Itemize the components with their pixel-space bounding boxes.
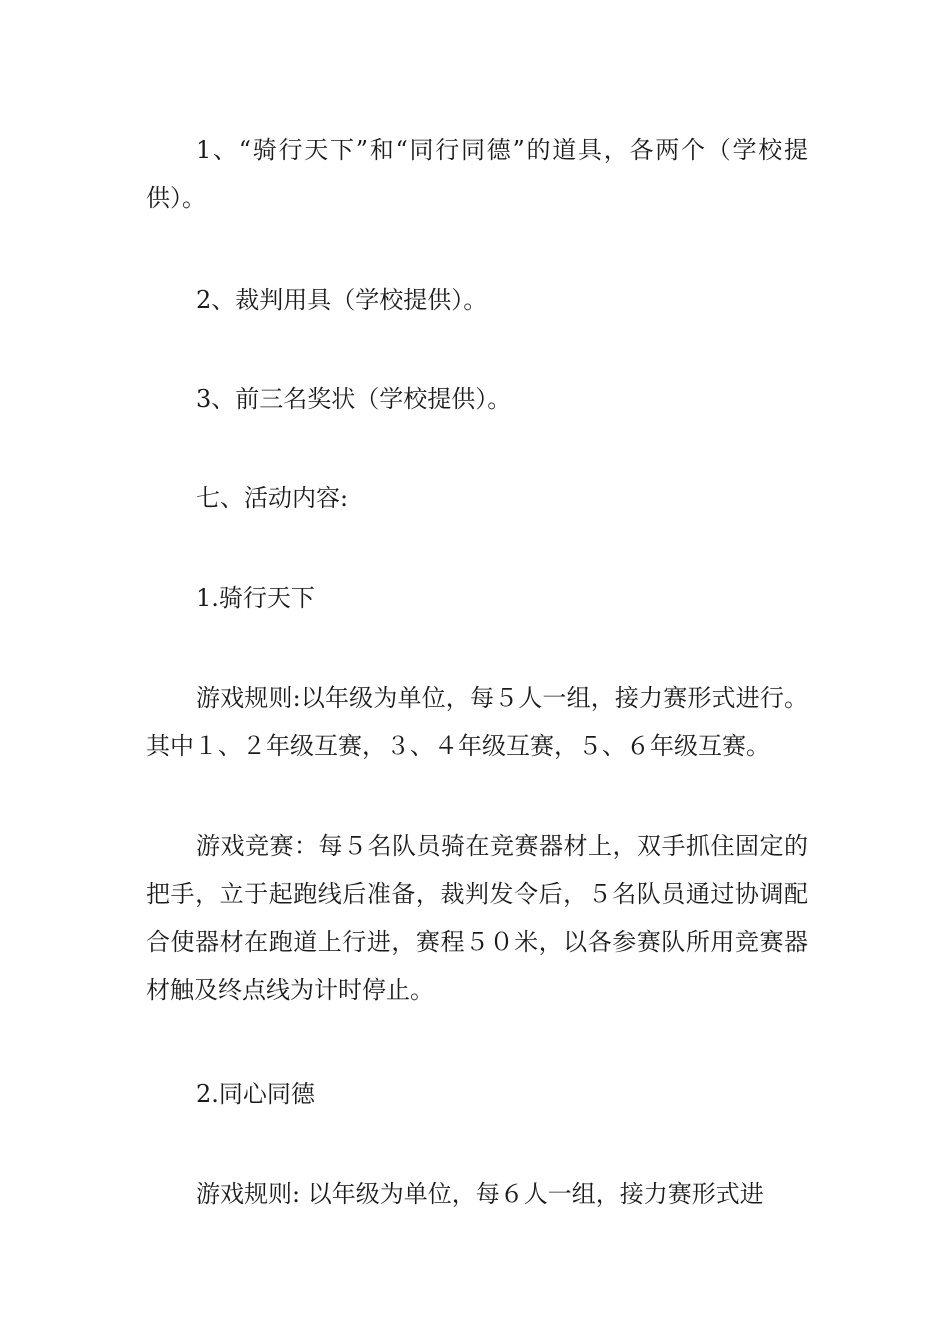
section-heading-activity-content: 七、活动内容: (196, 484, 349, 512)
riding-competition-paragraph: 游戏竞赛：每５名队员骑在竞赛器材上，双手抓住固定的把手，立于起跑线后准备，裁判发令后，５名队员通过协调配合使器材在跑道上行进，赛程５０米，以各参赛队所用竞赛器材触及终点线为计时停止。 (146, 832, 808, 1004)
subheading-riding: 1.骑行天下 (196, 584, 315, 612)
materials-item-1: 1、“骑行天下”和“同行同德”的道具，各两个（学校提供）。 (146, 136, 808, 212)
riding-rules-paragraph: 游戏规则:以年级为单位，每５人一组，接力赛形式进行。其中１、２年级互赛，３、４年级互赛，５、６年级互赛。 (146, 684, 808, 760)
materials-item-2: 2、裁判用具（学校提供）。 (196, 286, 488, 314)
subheading-unity: 2.同心同德 (196, 1080, 315, 1108)
materials-item-3: 3、前三名奖状（学校提供）。 (196, 385, 512, 413)
unity-rules-paragraph: 游戏规则: 以年级为单位，每６人一组，接力赛形式进 (196, 1180, 764, 1208)
